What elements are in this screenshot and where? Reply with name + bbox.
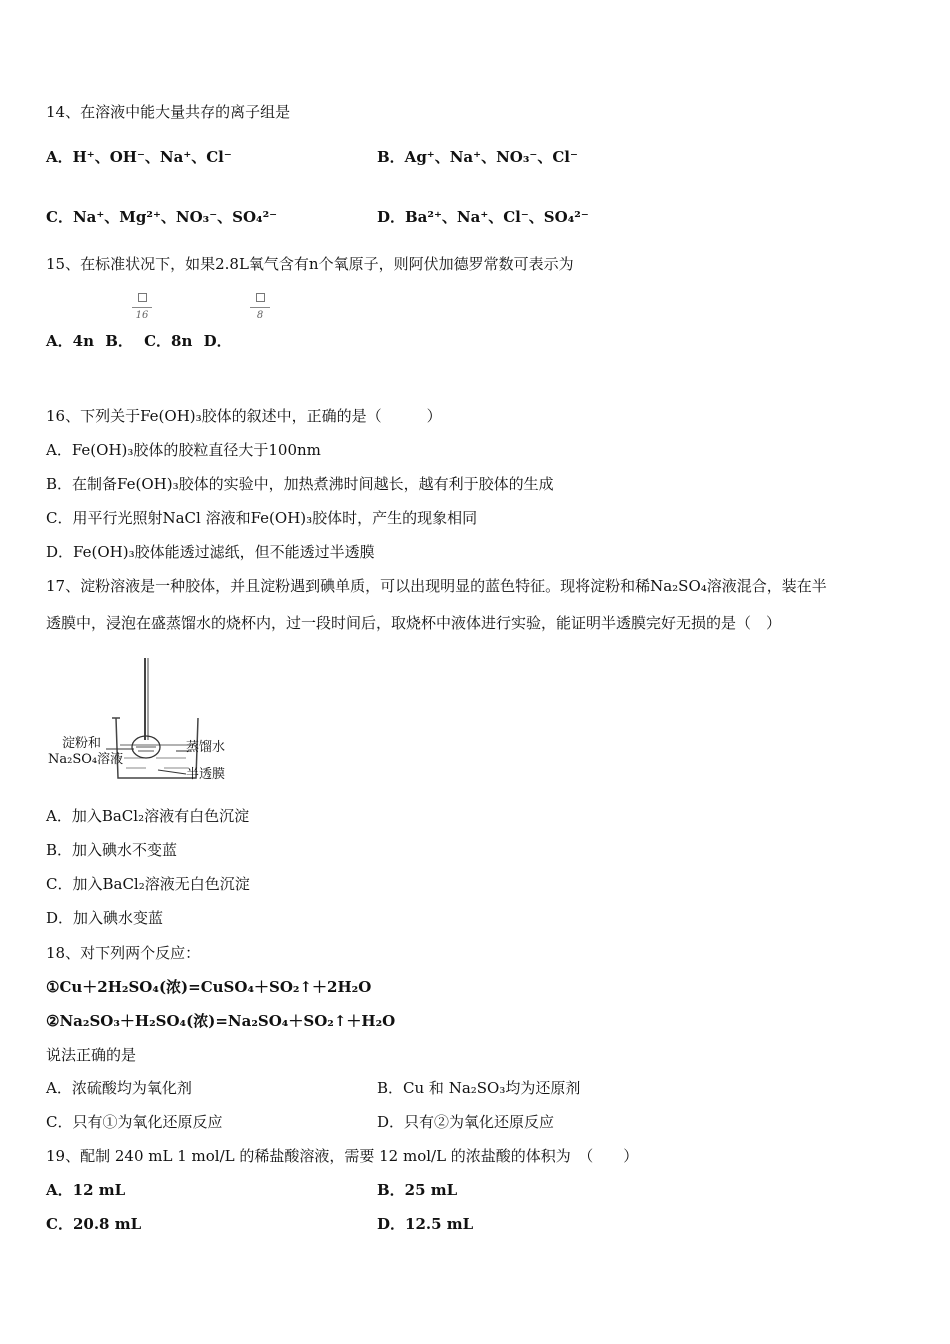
q15-fraction-b: [132, 293, 152, 321]
q18-option-c: C．只有①为氧化还原反应: [46, 1113, 223, 1131]
q17-option-d: D．加入碘水变蓝: [46, 909, 164, 927]
q16-stem: 16、下列关于Fe(OH)₃胶体的叙述中，正确的是（ ）: [46, 407, 442, 425]
q17-option-c: C．加入BaCl₂溶液无白色沉淀: [46, 875, 250, 893]
q14-option-c: C．Na⁺、Mg²⁺、NO₃⁻、SO₄²⁻: [46, 208, 278, 226]
q18-option-a: A．浓硫酸均为氧化剂: [46, 1079, 192, 1097]
q18-prompt: 说法正确的是: [46, 1046, 137, 1064]
q14-option-b: B．Ag⁺、Na⁺、NO₃⁻、Cl⁻: [377, 148, 578, 166]
q19-option-c: C．20.8 mL: [46, 1215, 142, 1233]
q18-reaction-2: ②Na₂SO₃＋H₂SO₄(浓)=Na₂SO₄＋SO₂↑＋H₂O: [46, 1012, 396, 1030]
q17-stem-line1: 17、淀粉溶液是一种胶体，并且淀粉遇到碘单质，可以出现明显的蓝色特征。现将淀粉和稀Na₂SO₄溶液混合，装在半: [46, 577, 827, 595]
beaker-figure: [46, 650, 246, 790]
q16-option-b: B．在制备Fe(OH)₃胶体的实验中，加热煮沸时间越长，越有利于胶体的生成: [46, 475, 554, 493]
q15-fraction-d: [250, 293, 270, 321]
q16-option-c: C．用平行光照射NaCl 溶液和Fe(OH)₃胶体时，产生的现象相同: [46, 509, 478, 527]
q17-option-a: A．加入BaCl₂溶液有白色沉淀: [46, 807, 250, 825]
q16-option-a: A．Fe(OH)₃胶体的胶粒直径大于100nm: [46, 441, 321, 459]
placeholder-box-icon: [256, 293, 265, 302]
q18-reaction-1: ①Cu＋2H₂SO₄(浓)=CuSO₄＋SO₂↑＋2H₂O: [46, 978, 372, 996]
label-membrane: 半透膜: [186, 767, 226, 782]
q14-option-d: D．Ba²⁺、Na⁺、Cl⁻、SO₄²⁻: [377, 208, 589, 226]
q15-fraction-d-denominator: 8: [256, 310, 264, 321]
label-starch: 淀粉和: [62, 736, 102, 751]
q17-stem-line2: 透膜中，浸泡在盛蒸馏水的烧杯内，过一段时间后，取烧杯中液体进行实验，能证明半透膜完好无损的是（ ）: [46, 614, 782, 632]
q18-stem: 18、对下列两个反应：: [46, 944, 201, 962]
q16-option-d: D．Fe(OH)₃胶体能透过滤纸，但不能透过半透膜: [46, 543, 375, 561]
placeholder-box-icon: [138, 293, 147, 302]
label-distilled-water: 蒸馏水: [186, 740, 226, 755]
q18-option-b: B．Cu 和 Na₂SO₃均为还原剂: [377, 1079, 581, 1097]
q15-fraction-b-denominator: 16: [135, 310, 149, 321]
q15-stem: 15、在标准状况下，如果2.8L氧气含有n个氧原子，则阿伏加德罗常数可表示为: [46, 255, 574, 273]
q15-options: A．4n B． C．8n D．: [46, 332, 232, 350]
q19-stem: 19、配制 240 mL 1 mol/L 的稀盐酸溶液，需要 12 mol/L 的浓盐酸的体积为 （ ）: [46, 1147, 639, 1165]
q14-option-a: A．H⁺、OH⁻、Na⁺、Cl⁻: [46, 148, 232, 166]
label-na2so4-solution: Na₂SO₄溶液: [48, 752, 124, 767]
q14-stem: 14、在溶液中能大量共存的离子组是: [46, 103, 291, 121]
q19-option-b: B．25 mL: [377, 1181, 458, 1199]
q19-option-d: D．12.5 mL: [377, 1215, 474, 1233]
q17-option-b: B．加入碘水不变蓝: [46, 841, 178, 859]
q18-option-d: D．只有②为氧化还原反应: [377, 1113, 555, 1131]
q19-option-a: A．12 mL: [46, 1181, 126, 1199]
